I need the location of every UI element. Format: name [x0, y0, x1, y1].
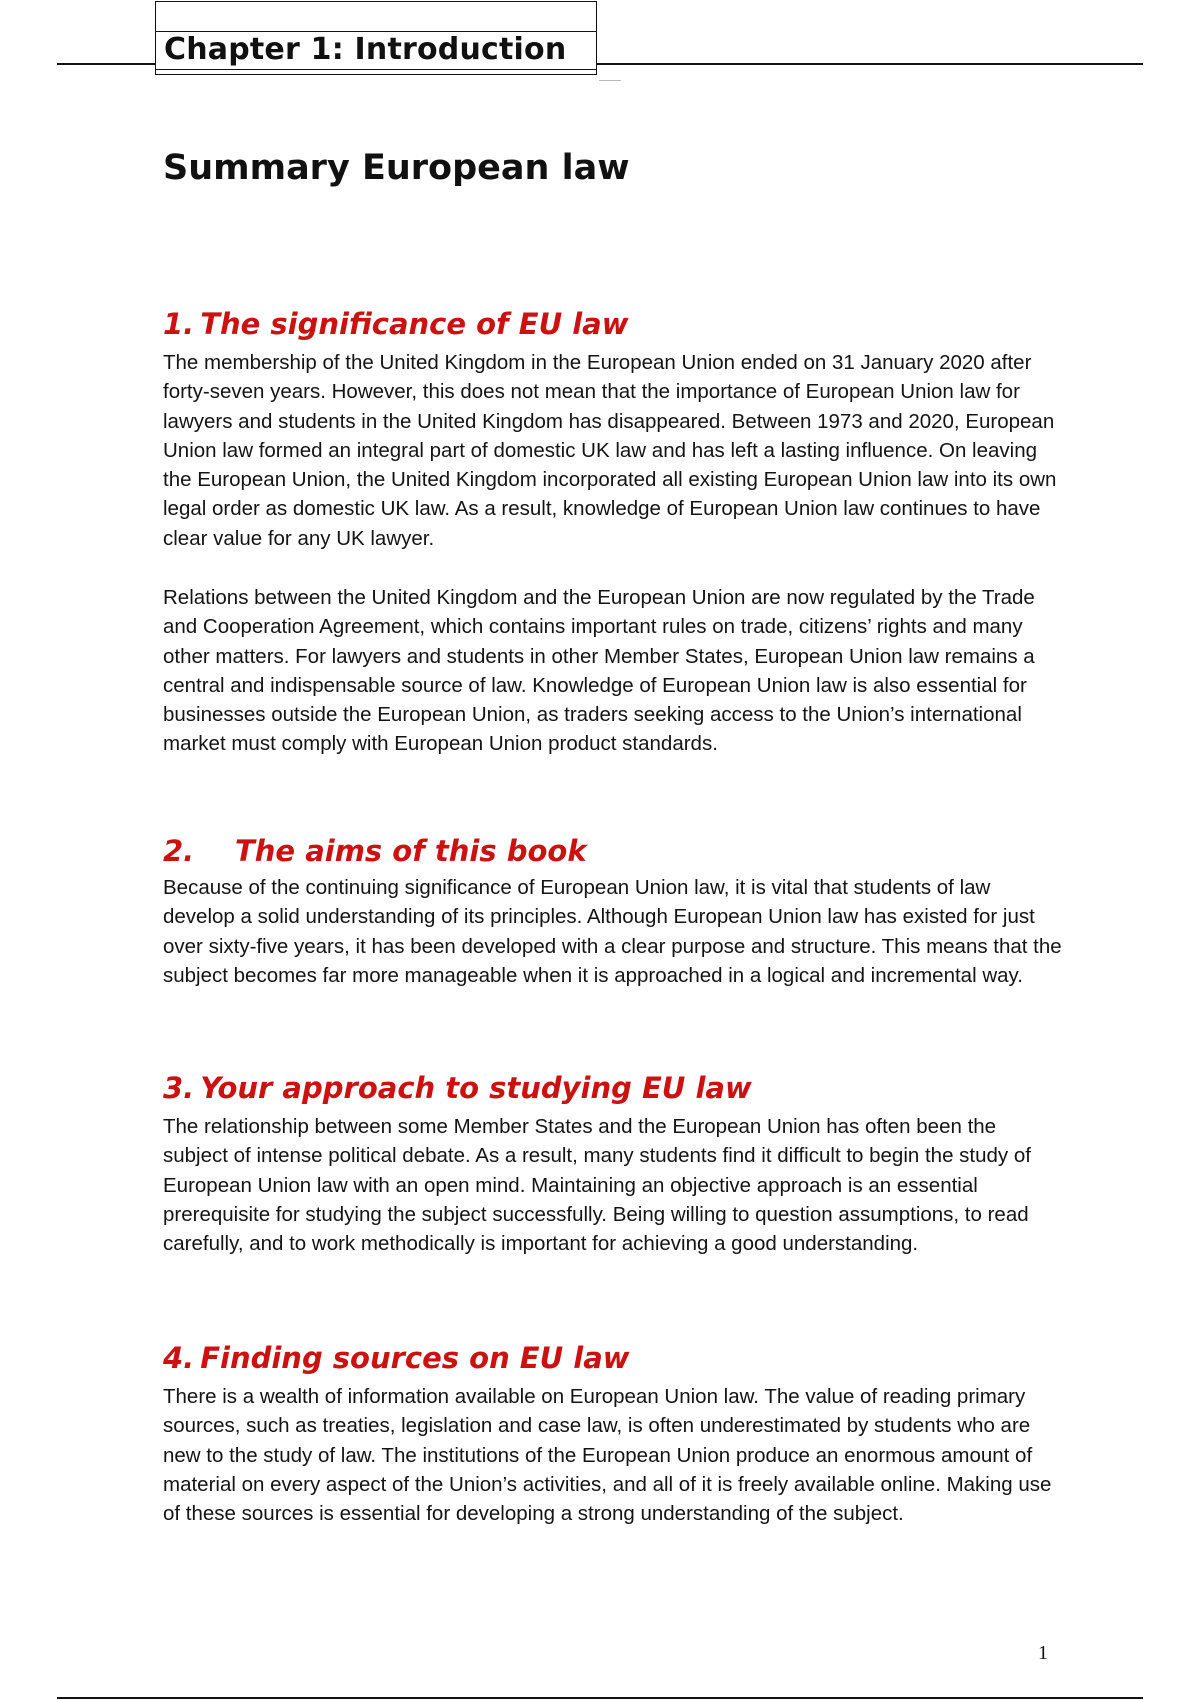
section-title: Finding sources on EU law — [200, 1341, 630, 1375]
chapter-title: Chapter 1: Introduction — [164, 32, 567, 67]
page-number: 1 — [1038, 1642, 1048, 1664]
section-title: Your approach to studying EU law — [200, 1071, 752, 1105]
chapter-header-box — [155, 1, 597, 75]
section-heading-aims — [163, 831, 587, 871]
paragraph: The membership of the United Kingdom in the European Union ended on 31 January 2020 after forty-seven years. However, this does not mean that the importance of European Union law for lawyers and students in the United Kingdom has disappeared. Between 1973 and 2020, European Union law formed an integral part of domestic UK law and has left a lasting influence. On leaving the European Union, the United Kingdom incorporated all existing European Union law into its own legal order as domestic UK law. As a result, knowledge of European Union law continues to have clear value for any UK lawyer. — [163, 351, 1057, 550]
paragraph: Because of the continuing significance of European Union law, it is vital that students of law develop a solid understanding of its principles. Although European Union law has existed for just over sixty-five years, it has been developed with a clear purpose and structure. This means that the subject becomes far more manageable when it is approached in a logical and incremental way. — [163, 876, 1062, 987]
section-heading-approach — [163, 1068, 752, 1108]
section-number: 1. — [163, 307, 195, 341]
section-number: 2. — [163, 834, 195, 868]
header-marker — [599, 80, 621, 81]
document-title: Summary European law — [163, 148, 630, 188]
section-number: 3. — [163, 1071, 195, 1105]
paragraph: Relations between the United Kingdom and the European Union are now regulated by the Trade and Cooperation Agreement, which contains important rules on trade, citizens’ rights and many other matters. For lawyers and students in other Member States, European Union law remains a central and indispensable source of law. Knowledge of European Union law is also essential for businesses outside the European Union, as traders seeking access to the Union’s international market must comply with European Union product standards. — [163, 586, 1035, 756]
paragraph: There is a wealth of information available on European Union law. The value of reading primary sources, such as treaties, legislation and case law, is often underestimated by students who are new to the study of law. The institutions of the European Union produce an enormous amount of material on every aspect of the Union’s activities, and all of it is freely available online. Making use of these sources is essential for developing a strong understanding of the subject. — [163, 1385, 1052, 1526]
section-title: The significance of EU law — [200, 307, 629, 341]
section-title: The aims of this book — [235, 834, 587, 868]
section-heading-significance — [163, 304, 629, 344]
footer-rule — [57, 1697, 1143, 1699]
paragraph: The relationship between some Member States and the European Union has often been the subject of intense political debate. As a result, many students find it difficult to begin the study of European Union law with an open mind. Maintaining an objective approach is an essential prerequisite for studying the subject successfully. Being willing to question assumptions, to read carefully, and to work methodically is important for achieving a good understanding. — [163, 1115, 1031, 1256]
section-number: 4. — [163, 1341, 195, 1375]
section-heading-sources — [163, 1338, 630, 1378]
